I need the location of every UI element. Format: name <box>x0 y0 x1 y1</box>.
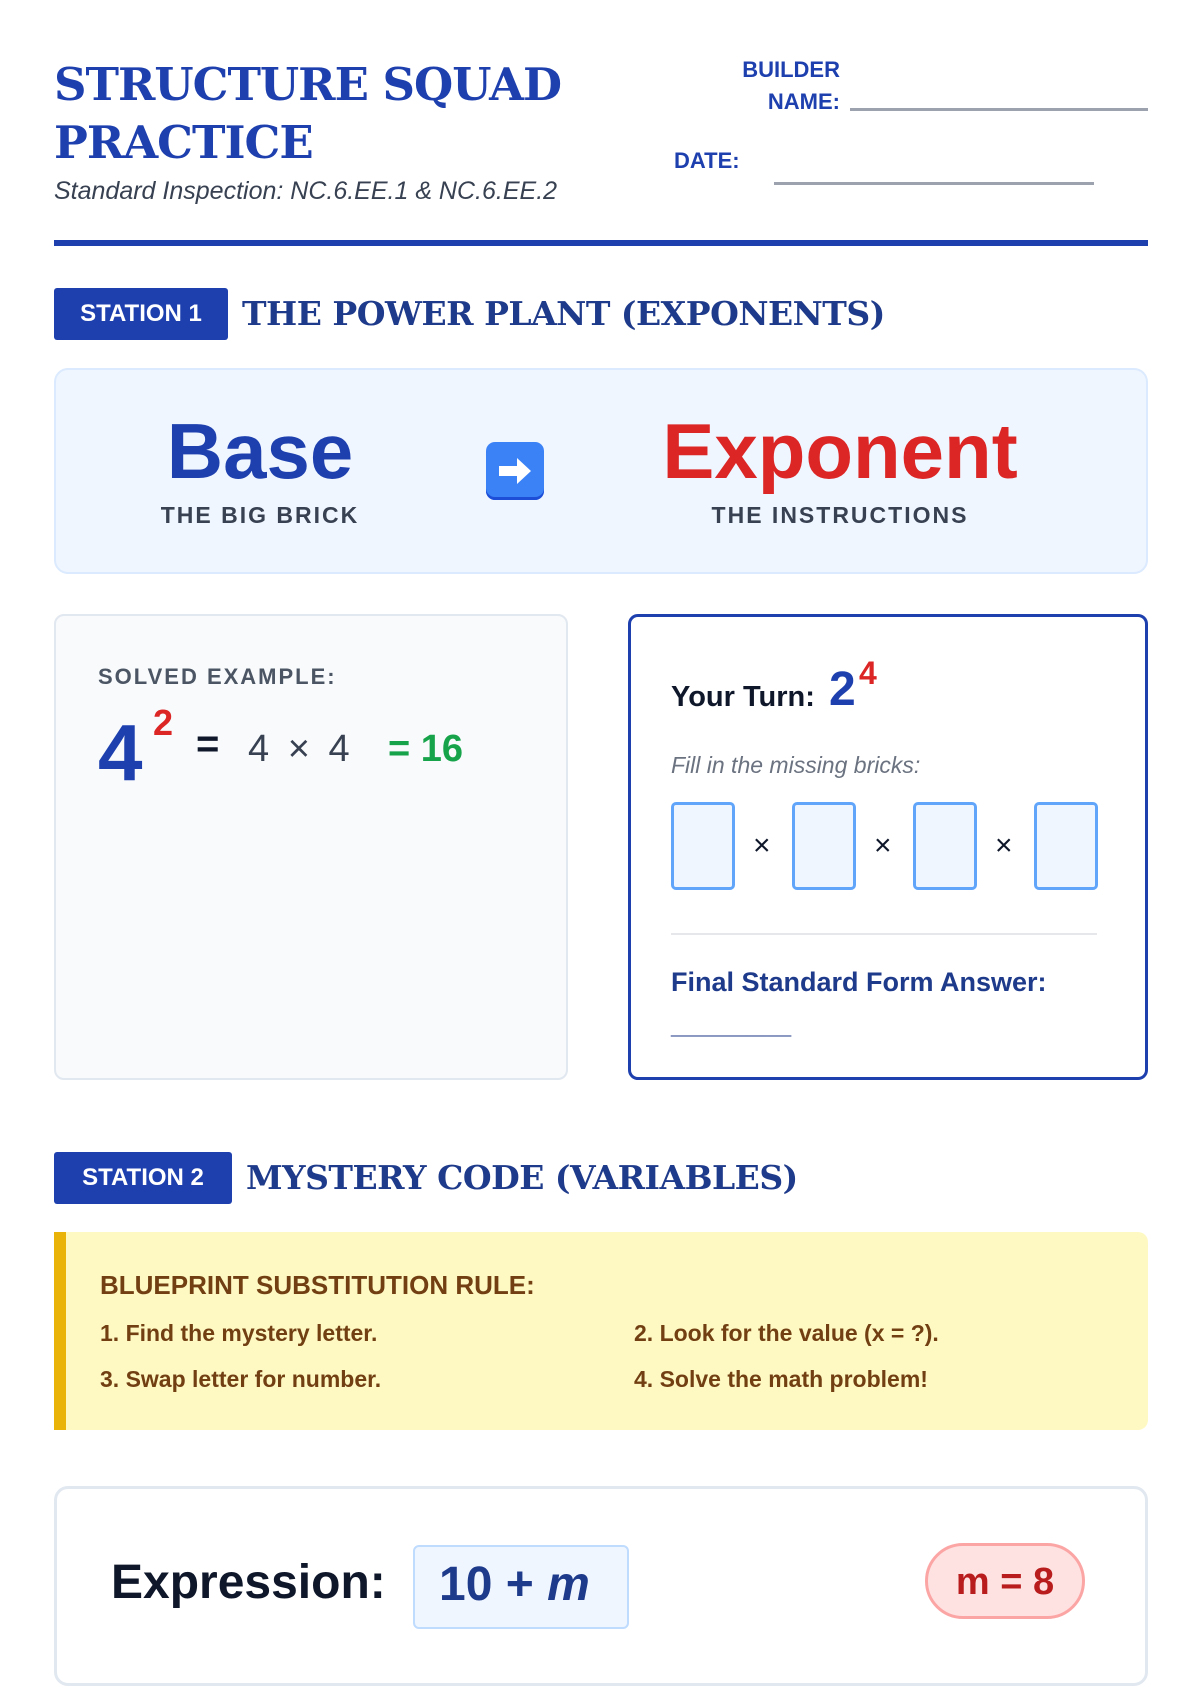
worksheet-page <box>54 0 1148 1611</box>
substitution-rule-box <box>54 1232 1148 1430</box>
right-arrow-icon <box>486 442 544 500</box>
rule-step-2: 2. Look for the value (x = ?). <box>634 1320 939 1346</box>
builder-name-field[interactable] <box>850 108 1148 111</box>
station1-badge: STATION 1 <box>54 288 228 340</box>
expression-text <box>439 1557 590 1612</box>
example-result: = 16 <box>388 728 464 770</box>
page-title-line2: PRACTICE <box>54 116 313 169</box>
variable-value-badge: m = 8 <box>925 1543 1085 1619</box>
final-answer-label: Final Standard Form Answer: <box>671 967 1047 997</box>
builder-label-line2: NAME: <box>767 89 840 114</box>
example-expanded: 4 × 4 <box>248 728 350 770</box>
brick-input-4[interactable] <box>1034 802 1098 890</box>
times-sign-1: × <box>753 829 771 862</box>
example-equals: = <box>196 722 220 766</box>
your-turn-card <box>628 614 1148 1080</box>
expression-box <box>413 1545 629 1629</box>
expression-variable: m <box>547 1558 590 1611</box>
your-turn-hint: Fill in the missing bricks: <box>671 752 921 778</box>
header-divider <box>54 240 1148 246</box>
rule-title: BLUEPRINT SUBSTITUTION RULE: <box>100 1270 535 1300</box>
solved-example-label: SOLVED EXAMPLE: <box>98 664 337 689</box>
base-caption: THE BIG BRICK <box>160 502 360 528</box>
rule-step-4: 4. Solve the math problem! <box>634 1366 928 1392</box>
page-title <box>54 56 694 172</box>
example-base: 4 <box>98 708 143 797</box>
exponent-caption: THE INSTRUCTIONS <box>711 502 969 528</box>
station2-title: MYSTERY CODE (VARIABLES) <box>246 1158 798 1197</box>
times-sign-2: × <box>874 829 892 862</box>
date-field[interactable] <box>774 182 1094 185</box>
brick-input-2[interactable] <box>792 802 856 890</box>
rule-step-3: 3. Swap letter for number. <box>100 1366 382 1392</box>
your-turn-label: Your Turn: <box>671 681 815 713</box>
station1-title: THE POWER PLANT (EXPONENTS) <box>242 294 885 333</box>
date-label: DATE: <box>674 148 740 173</box>
solved-example-card <box>54 614 568 1080</box>
example-exponent: 2 <box>153 702 174 743</box>
expression-constant: 10 + <box>439 1558 534 1611</box>
brick-input-1[interactable] <box>671 802 735 890</box>
builder-label-line1: BUILDER <box>742 57 840 82</box>
brick-input-3[interactable] <box>913 802 977 890</box>
station2-badge: STATION 2 <box>54 1152 232 1204</box>
times-sign-3: × <box>995 829 1013 862</box>
your-turn-base: 2 <box>829 663 856 716</box>
builder-name-label <box>730 54 840 118</box>
page-subtitle: Standard Inspection: NC.6.EE.1 & NC.6.EE.2 <box>54 177 558 205</box>
base-word: Base <box>166 407 354 495</box>
page-title-line1: STRUCTURE SQUAD <box>54 58 562 111</box>
your-turn-divider <box>671 933 1097 935</box>
concept-card <box>54 368 1148 574</box>
expression-label: Expression: <box>111 1556 386 1609</box>
exponent-word: Exponent <box>662 407 1018 495</box>
rule-step-1: 1. Find the mystery letter. <box>100 1320 378 1346</box>
expression-card <box>54 1486 1148 1686</box>
final-answer-blank[interactable]: ________ <box>671 1009 792 1039</box>
your-turn-exponent: 4 <box>859 655 877 691</box>
